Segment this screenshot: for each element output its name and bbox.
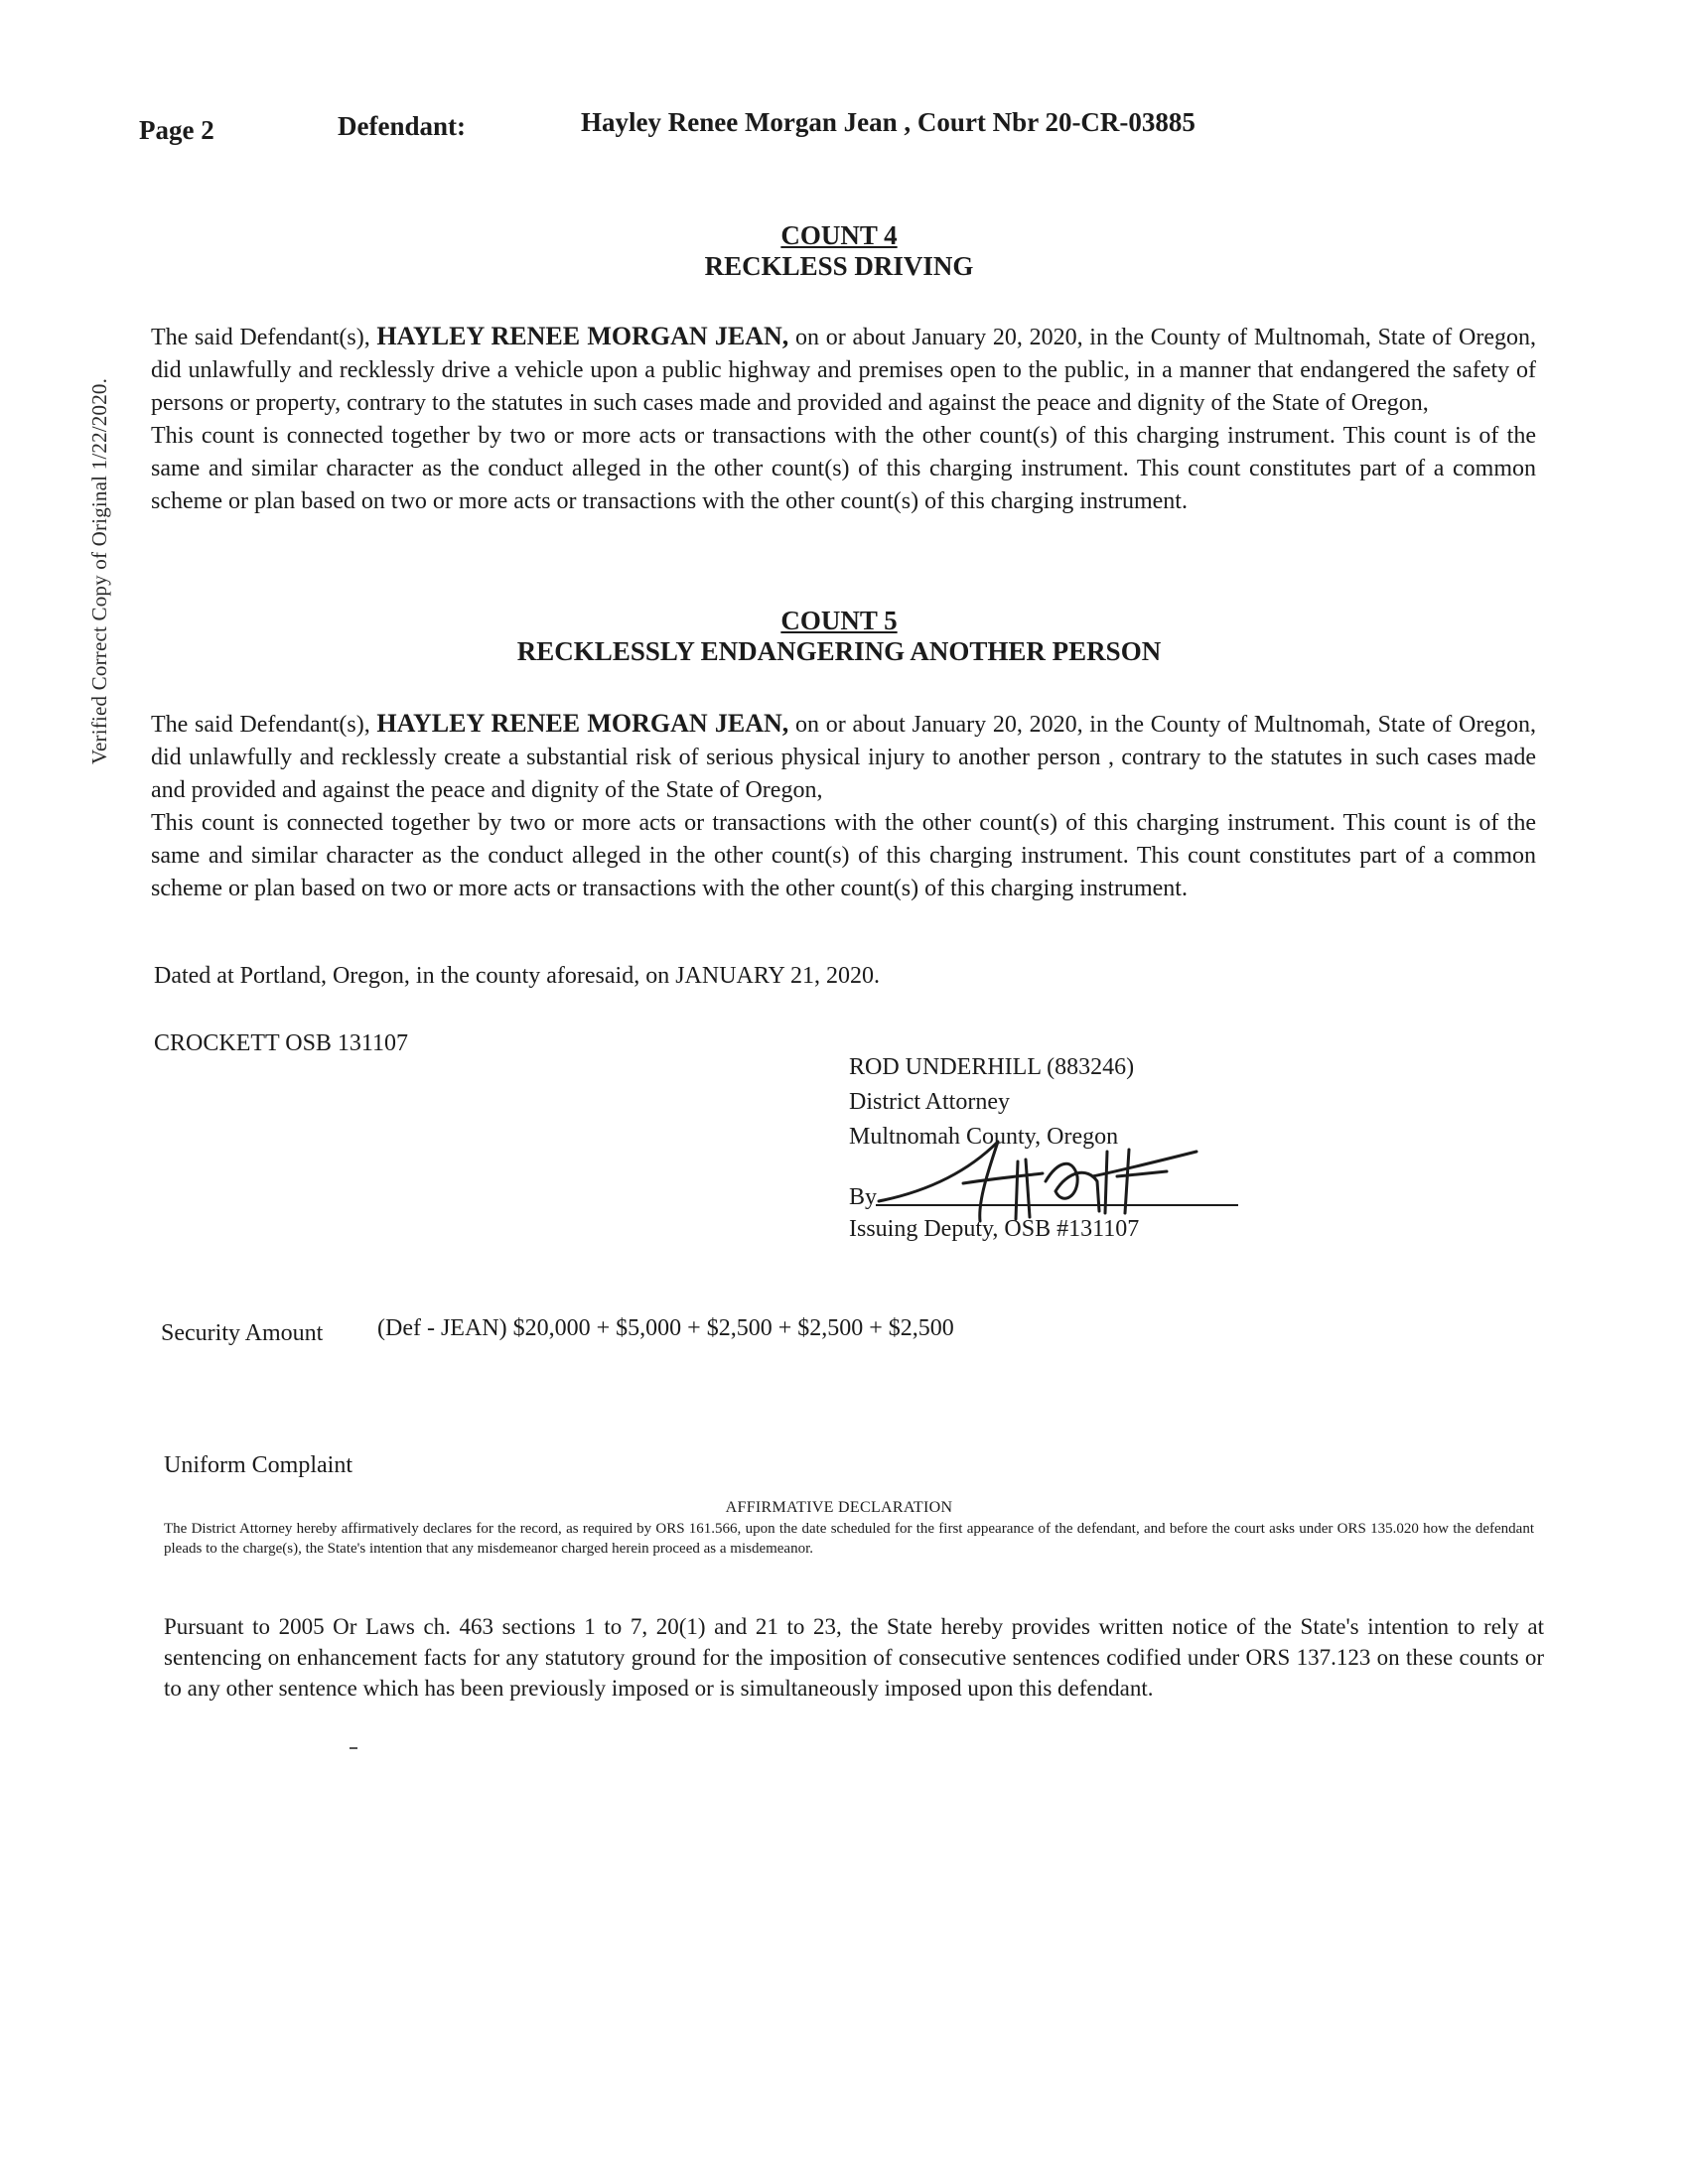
sentencing-notice: Pursuant to 2005 Or Laws ch. 463 sections 1 to 7, 20(1) and 21 to 23, the State hereby provides written notice of the State's intention to rely at sentencing on enhancement facts for any statutory ground for the imposition of consecutive sentences codified under ORS 137.123 on these counts or to any other sentence which has been previously imposed or is simultaneously imposed upon this defendant. [164, 1614, 1544, 1701]
dated-line: Dated at Portland, Oregon, in the county aforesaid, on JANUARY 21, 2020. [154, 963, 880, 989]
affirmative-declaration-title: AFFIRMATIVE DECLARATION [725, 1499, 953, 1516]
count-number: COUNT 4 [780, 220, 898, 250]
handwritten-signature [869, 1122, 1226, 1231]
verification-stamp: Verified Correct Copy of Original 1/22/2020. [87, 377, 111, 764]
defendant-name: HAYLEY RENEE MORGAN JEAN, [376, 709, 789, 738]
count-5-heading [139, 606, 1539, 667]
issuing-deputy: Issuing Deputy, OSB #131107 [849, 1216, 1140, 1242]
count-title: RECKLESSLY ENDANGERING ANOTHER PERSON [516, 636, 1162, 666]
count-charge-paragraph: The said Defendant(s), HAYLEY RENEE MORGAN JEAN, on or about January 20, 2020, in the County of Multnomah, State of Oregon, did unlawfully and recklessly create a substantial risk of serious physical injury to another person , contrary to the statutes in such cases made and provided and against the peace and dignity of the State of Oregon, [151, 709, 1536, 803]
count-4-body [151, 320, 1536, 518]
count-5-body [151, 707, 1536, 905]
da-title: District Attorney [849, 1089, 1010, 1115]
affirmative-declaration-text: The District Attorney hereby affirmatively declares for the record, as required by ORS 161.566, upon the date scheduled for the first appearance of the defendant, and before the court asks under ORS 135.020 how the defendant pleads to the charge(s), the State's intention that any misdemeanor charged herein proceed as a misdemeanor. [164, 1521, 1534, 1557]
count-connection-paragraph: This count is connected together by two or more acts or transactions with the other count(s) of this charging instrument. This count is of the same and similar character as the conduct alleged in the other count(s) of this charging instrument. This count constitutes part of a common scheme or plan based on two or more acts or transactions with the other count(s) of this charging instrument. [151, 810, 1536, 901]
page-number: Page 2 [139, 115, 214, 145]
count-title: RECKLESS DRIVING [704, 251, 974, 281]
defendant-label: Defendant: [338, 111, 466, 141]
by-label: By [849, 1184, 878, 1210]
scan-speck [350, 1747, 357, 1749]
uniform-complaint: Uniform Complaint [164, 1452, 352, 1478]
prosecutor-osb: CROCKETT OSB 131107 [154, 1030, 409, 1056]
da-county: Multnomah County, Oregon [849, 1124, 1119, 1150]
defendant-name: HAYLEY RENEE MORGAN JEAN, [376, 322, 789, 350]
security-amount: (Def - JEAN) $20,000 + $5,000 + $2,500 + $2,500 + $2,500 [377, 1315, 954, 1341]
count-charge-paragraph: The said Defendant(s), HAYLEY RENEE MORGAN JEAN, on or about January 20, 2020, in the County of Multnomah, State of Oregon, did unlawfully and recklessly drive a vehicle upon a public highway and premises open to the public, in a manner that endangered the safety of persons or property, contrary to the statutes in such cases made and provided and against the peace and dignity of the State of Oregon, [151, 322, 1536, 416]
defendant-case-info: Hayley Renee Morgan Jean , Court Nbr 20-CR-03885 [581, 107, 1196, 137]
count-number: COUNT 5 [780, 606, 898, 635]
count-connection-paragraph: This count is connected together by two or more acts or transactions with the other count(s) of this charging instrument. This count is of the same and similar character as the conduct alleged in the other count(s) of this charging instrument. This count constitutes part of a common scheme or plan based on two or more acts or transactions with the other count(s) of this charging instrument. [151, 423, 1536, 514]
count-4-heading [139, 220, 1539, 282]
security-label: Security Amount [161, 1320, 324, 1346]
da-name: ROD UNDERHILL (883246) [849, 1054, 1135, 1080]
